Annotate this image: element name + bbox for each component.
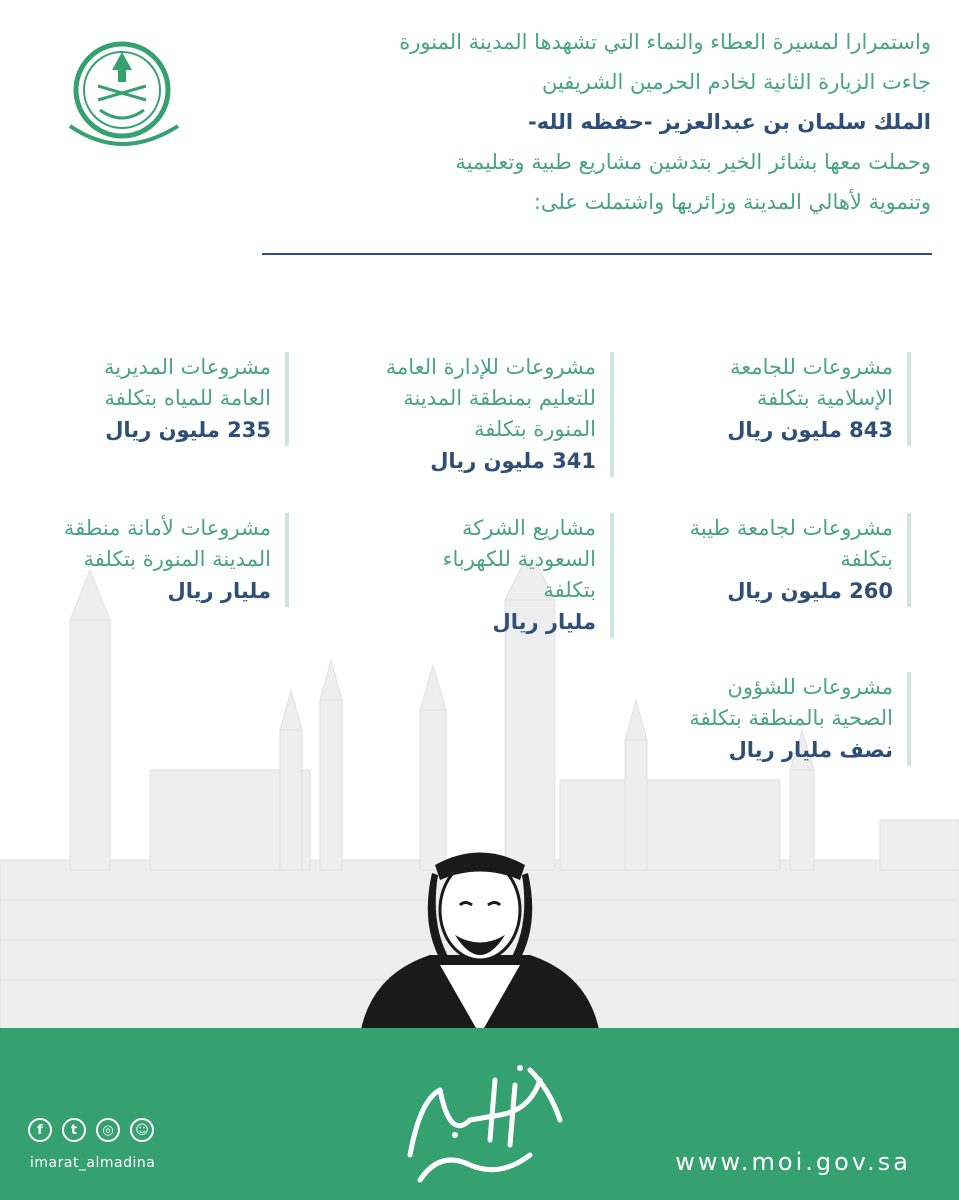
project-desc: مشروعات المديرية	[103, 355, 271, 379]
project-cost: 235 مليون ريال	[105, 418, 271, 442]
project-desc: بتكلفة	[840, 547, 893, 571]
instagram-icon[interactable]: ◎	[96, 1118, 120, 1142]
calligraphy-logo	[380, 1060, 580, 1190]
project-card-islamic-university	[593, 352, 911, 446]
twitter-icon[interactable]: t	[62, 1118, 86, 1142]
footer-bar	[0, 1028, 959, 1200]
intro-line: جاءت الزيارة الثانية لخادم الحرمين الشريفين	[541, 70, 931, 94]
header-divider	[262, 253, 932, 255]
project-desc: مشروعات للإدارة العامة	[385, 355, 596, 379]
intro-line: وتنموية لأهالي المدينة وزائريها واشتملت على:	[533, 190, 931, 214]
project-desc: بتكلفة	[543, 578, 596, 602]
project-desc: السعودية للكهرباء	[442, 547, 596, 571]
project-card-health	[593, 672, 911, 766]
snapchat-icon[interactable]: ☺	[130, 1118, 154, 1142]
website-link[interactable]: www.moi.gov.sa	[675, 1148, 911, 1176]
project-desc: مشروعات لأمانة منطقة	[63, 516, 271, 540]
project-card-water	[0, 352, 289, 446]
project-desc: العامة للمياه بتكلفة	[104, 386, 271, 410]
project-desc: الصحية بالمنطقة بتكلفة	[689, 706, 893, 730]
project-cost: مليار ريال	[492, 610, 596, 634]
project-card-municipality	[0, 513, 289, 607]
project-card-electricity	[296, 513, 614, 638]
project-desc: المنورة بتكلفة	[474, 417, 596, 441]
intro-line: وحملت معها بشائر الخير بتدشين مشاريع طبية وتعليمية	[455, 150, 931, 174]
intro-line-king: الملك سلمان بن عبدالعزيز -حفظه الله-	[528, 110, 931, 134]
emblem-logo	[60, 30, 190, 160]
social-handle: imarat_almadina	[30, 1155, 156, 1171]
project-card-taibah-university	[593, 513, 911, 607]
facebook-icon[interactable]: f	[28, 1118, 52, 1142]
intro-text	[271, 22, 931, 222]
project-cost: مليار ريال	[167, 579, 271, 603]
intro-line: واستمرارا لمسيرة العطاء والنماء التي تشهدها المدينة المنورة	[399, 30, 931, 54]
project-cost: 341 مليون ريال	[430, 449, 596, 473]
project-cost: نصف مليار ريال	[728, 738, 893, 762]
project-desc: مشروعات للشؤون	[727, 675, 893, 699]
king-portrait	[350, 845, 610, 1035]
project-desc: الإسلامية بتكلفة	[756, 386, 893, 410]
project-desc: مشاريع الشركة	[461, 516, 596, 540]
project-desc: مشروعات لجامعة طيبة	[689, 516, 893, 540]
project-desc: المدينة المنورة بتكلفة	[83, 547, 271, 571]
project-card-education	[296, 352, 614, 477]
project-cost: 260 مليون ريال	[727, 579, 893, 603]
social-icons	[28, 1118, 154, 1142]
project-cost: 843 مليون ريال	[727, 418, 893, 442]
project-desc: مشروعات للجامعة	[729, 355, 893, 379]
project-desc: للتعليم بمنطقة المدينة	[403, 386, 596, 410]
